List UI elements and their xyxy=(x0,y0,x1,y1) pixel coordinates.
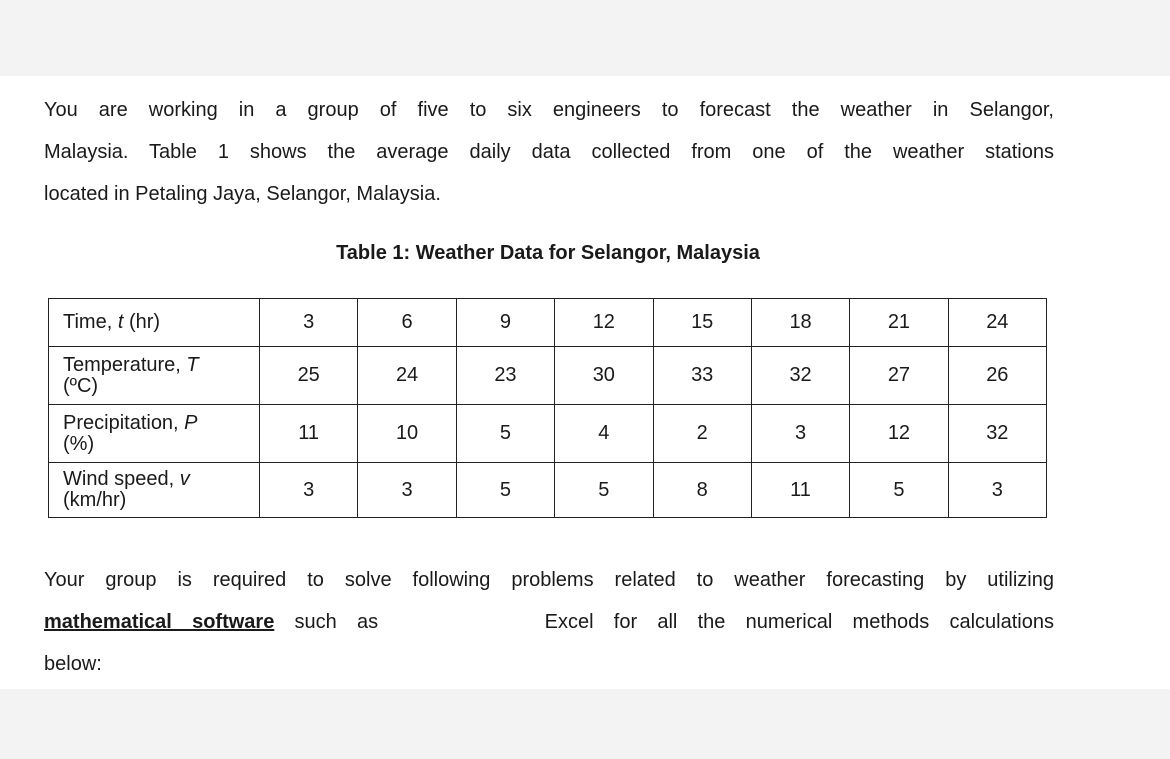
outro-paragraph xyxy=(44,559,1054,685)
document-page xyxy=(0,76,1170,689)
table-cell: 11 xyxy=(260,405,358,463)
row-unit: (km/hr) xyxy=(63,489,127,511)
table-cell: 3 xyxy=(260,299,358,347)
table-caption: Table 1: Weather Data for Selangor, Malaysia xyxy=(336,242,760,264)
table-row xyxy=(49,347,1047,405)
table-cell: 11 xyxy=(751,463,849,518)
table-cell: 27 xyxy=(850,347,948,405)
table-cell: 15 xyxy=(653,299,751,347)
row-symbol: t xyxy=(117,311,124,333)
row-unit: (%) xyxy=(63,432,95,455)
table-row xyxy=(49,463,1047,518)
table-cell: 18 xyxy=(751,299,849,347)
table-row xyxy=(49,405,1047,463)
table-cell: 24 xyxy=(948,299,1046,347)
table-cell: 3 xyxy=(260,463,358,518)
row-header xyxy=(49,299,260,347)
outro-text-b: Excel for all the numerical methods calculations xyxy=(544,611,1054,633)
intro-line-1: You are working in a group of five to six engineers to forecast the weather in Selangor, xyxy=(44,99,1054,121)
outro-line-3: below: xyxy=(44,653,102,675)
intro-line-3: located in Petaling Jaya, Selangor, Malaysia. xyxy=(44,183,441,205)
table-cell: 4 xyxy=(555,405,653,463)
table-cell: 5 xyxy=(850,463,948,518)
table-cell: 25 xyxy=(260,347,358,405)
table-cell: 10 xyxy=(358,405,456,463)
table-cell: 33 xyxy=(653,347,751,405)
table-cell: 12 xyxy=(555,299,653,347)
table-cell: 3 xyxy=(751,405,849,463)
row-label: Wind speed, xyxy=(63,468,180,490)
table-cell: 26 xyxy=(948,347,1046,405)
row-symbol: v xyxy=(179,468,190,490)
row-unit: (ºC) xyxy=(63,374,99,397)
table-cell: 9 xyxy=(456,299,554,347)
table-cell: 30 xyxy=(555,347,653,405)
row-label: Precipitation, xyxy=(63,411,185,434)
table-cell: 32 xyxy=(751,347,849,405)
row-unit: (hr) xyxy=(123,311,161,333)
table-cell: 5 xyxy=(555,463,653,518)
table-cell: 5 xyxy=(456,405,554,463)
table-cell: 3 xyxy=(358,463,456,518)
table-cell: 12 xyxy=(850,405,948,463)
table-cell: 32 xyxy=(948,405,1046,463)
weather-data-table xyxy=(48,298,1047,518)
outro-line-2 xyxy=(44,601,1054,643)
row-header xyxy=(49,347,260,405)
table-cell: 3 xyxy=(948,463,1046,518)
table-cell: 5 xyxy=(456,463,554,518)
intro-line-2: Malaysia. Table 1 shows the average daily data collected from one of the weather stations xyxy=(44,141,1054,163)
row-label: Time, xyxy=(63,311,118,333)
row-label: Temperature, xyxy=(63,353,187,376)
outro-text-a: such as xyxy=(274,611,399,633)
table-cell: 8 xyxy=(653,463,751,518)
table-cell: 2 xyxy=(653,405,751,463)
outro-line-1: Your group is required to solve following problems related to weather forecasting by utilizing xyxy=(44,569,1054,591)
row-symbol: T xyxy=(186,353,199,376)
row-symbol: P xyxy=(184,411,198,434)
table-cell: 21 xyxy=(850,299,948,347)
row-header xyxy=(49,463,260,518)
table-row xyxy=(49,299,1047,347)
table-cell: 24 xyxy=(358,347,456,405)
table-cell: 23 xyxy=(456,347,554,405)
emphasis-text: mathematical software xyxy=(44,611,275,633)
row-header xyxy=(49,405,260,463)
table-cell: 6 xyxy=(358,299,456,347)
intro-paragraph xyxy=(44,89,1054,215)
